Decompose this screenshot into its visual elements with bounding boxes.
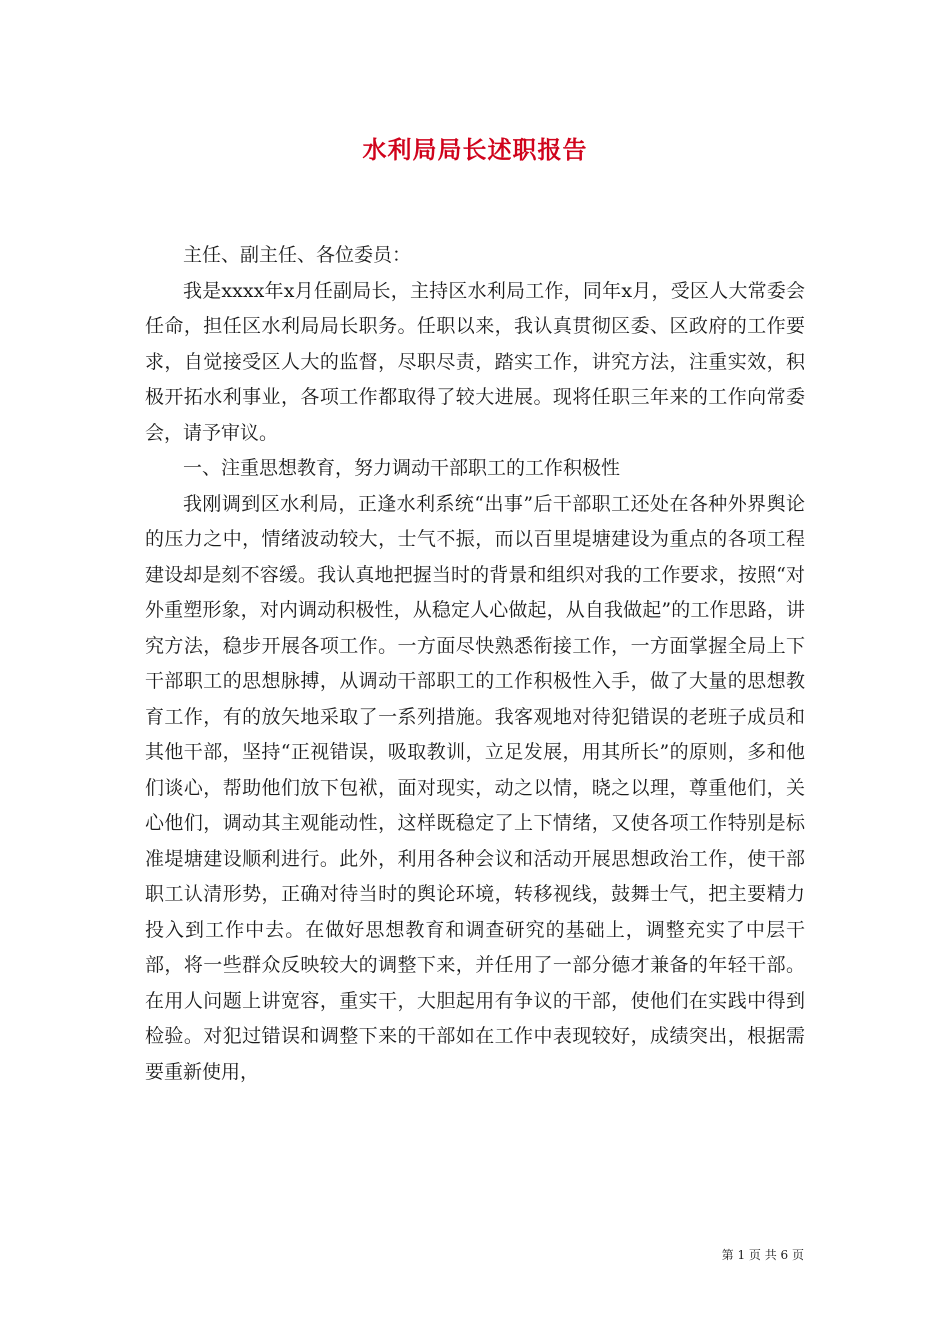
section-heading-1: 一、注重思想教育，努力调动干部职工的工作积极性 [183, 457, 621, 479]
paragraph-intro: 我是xxxx年x月任副局长，主持区水利局工作，同年x月，受区人大常委会任命，担任区水利局局长职务。任职以来，我认真贯彻区委、区政府的工作要求，自觉接受区人大的监督，尽职尽责，踏实工作，讲究方法，注重实效，积极开拓水利事业，各项工作都取得了较大进展。现将任职三年来的工作向常委会，请予审议。 [145, 279, 805, 444]
salutation: 主任、副主任、各位委员： [183, 244, 412, 266]
document-body [145, 238, 805, 1090]
page-number: 第 1 页 共 6 页 [721, 1248, 804, 1262]
paragraph-section-1: 我刚调到区水利局，正逢水利系统“出事”后干部职工还处在各种外界舆论的压力之中，情绪波动较大，士气不振，而以百里堤塘建设为重点的各项工程建设却是刻不容缓。我认真地把握当时的背景和组织对我的工作要求，按照“对外重塑形象，对内调动积极性，从稳定人心做起，从自我做起”的工作思路，讲究方法，稳步开展各项工作。一方面尽快熟悉衔接工作，一方面掌握全局上下干部职工的思想脉搏，从调动干部职工的工作积极性入手，做了大量的思想教育工作，有的放矢地采取了一系列措施。我客观地对待犯错误的老班子成员和其他干部，坚持“正视错误，吸取教训，立足发展，用其所长”的原则，多和他们谈心，帮助他们放下包袱，面对现实，动之以情，晓之以理，尊重他们，关心他们，调动其主观能动性，这样既稳定了上下情绪，又使各项工作特别是标准堤塘建设顺利进行。此外，利用各种会议和活动开展思想政治工作，使干部职工认清形势，正确对待当时的舆论环境，转移视线，鼓舞士气，把主要精力投入到工作中去。在做好思想教育和调查研究的基础上，调整充实了中层干部，将一些群众反映较大的调整下来，并任用了一部分德才兼备的年轻干部。在用人问题上讲宽容，重实干，大胆起用有争议的干部，使他们在实践中得到检验。对犯过错误和调整下来的干部如在工作中表现较好，成绩突出，根据需要重新使用， [145, 492, 805, 1083]
document-title: 水利局局长述职报告 [362, 135, 588, 164]
